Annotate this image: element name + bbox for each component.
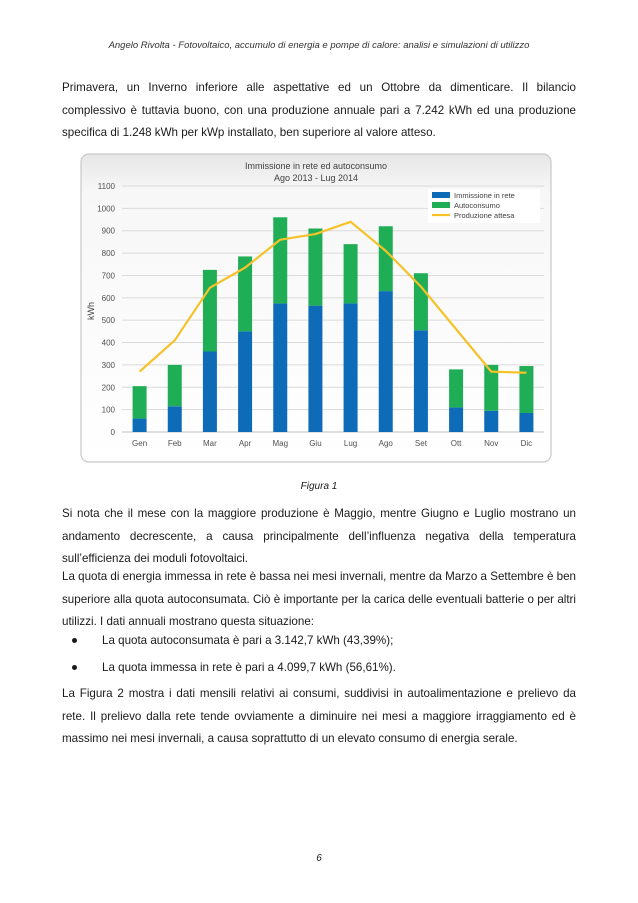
y-tick-label: 200: [101, 383, 115, 393]
y-axis-label: kWh: [86, 302, 96, 320]
bar-autoconsumo-mag: [273, 217, 287, 303]
legend-swatch: [432, 202, 450, 208]
chart-title: Immissione in rete ed autoconsumo: [244, 161, 388, 171]
x-tick-label: Mar: [203, 439, 217, 448]
bar-immissione-giu: [308, 306, 322, 432]
y-tick-label: 500: [101, 316, 115, 326]
figure-1-chart: [80, 153, 552, 463]
x-tick-label: Lug: [343, 439, 358, 448]
y-tick-label: 700: [101, 271, 115, 281]
bar-autoconsumo-ott: [449, 369, 463, 407]
bar-immissione-mag: [273, 303, 287, 432]
bullet-icon: [72, 638, 77, 643]
paragraph-may: Si nota che il mese con la maggiore produzione è Maggio, mentre Giugno e Luglio mostrano un andamento decrescente, a causa principalmente dell’influenza negativa della temperatura sull’efficienza dei moduli fotovoltaici.: [62, 507, 576, 565]
x-tick-label: Apr: [238, 439, 252, 448]
x-tick-label: Ago: [378, 439, 393, 448]
y-tick-label: 1100: [97, 182, 115, 191]
bar-immissione-lug: [344, 303, 358, 432]
y-tick-label: 0: [110, 428, 115, 437]
figure-caption: Figura 1: [300, 481, 338, 492]
annual-data-list: [62, 631, 576, 685]
bar-autoconsumo-ago: [379, 226, 393, 291]
x-tick-label: Giu: [309, 439, 322, 448]
x-tick-label: Dic: [520, 439, 533, 448]
y-tick-label: 900: [101, 226, 115, 236]
bar-immissione-set: [414, 330, 428, 432]
bar-autoconsumo-mar: [203, 270, 217, 352]
bar-immissione-apr: [238, 331, 252, 432]
y-tick-label: 1000: [97, 204, 115, 214]
legend-label: Autoconsumo: [454, 201, 500, 210]
x-tick-label: Gen: [132, 439, 148, 448]
x-tick-label: Feb: [167, 439, 182, 448]
paragraph-grid-share: La quota di energia immessa in rete è bassa nei mesi invernali, mentre da Marzo a Settembre è ben superiore alla quota autoconsumata. Ciò è importante per la carica delle eventuali batterie o per altri utilizzi. I dati annuali mostrano questa situazione:: [62, 570, 576, 628]
bar-immissione-ott: [449, 407, 463, 432]
page-number: 6: [316, 853, 322, 864]
paragraph-figure-2: La Figura 2 mostra i dati mensili relativi ai consumi, suddivisi in autoalimentazione e prelievo da rete. Il prelievo dalla rete tende ovviamente a diminuire nei mesi a maggiore irraggiamento ed è massimo nei mesi invernali, a causa soprattutto di un elevato consumo di energia serale.: [62, 687, 576, 745]
y-tick-label: 600: [101, 293, 115, 303]
bullet-text-immissione: La quota immessa in rete è pari a 4.099,7 kWh (56,61%).: [102, 661, 396, 674]
bullet-icon: [72, 665, 77, 670]
y-tick-label: 100: [101, 405, 115, 415]
running-header: Angelo Rivolta - Fotovoltaico, accumulo di energia e pompe di calore: analisi e simulazioni di utilizzo: [108, 40, 530, 51]
list-item: [62, 631, 576, 658]
bar-immissione-dic: [519, 413, 533, 432]
legend-label: Produzione attesa: [454, 211, 515, 220]
bar-autoconsumo-giu: [308, 228, 322, 305]
paragraph-intro: Primavera, un Inverno inferiore alle aspettative ed un Ottobre da dimenticare. Il bilancio complessivo è tuttavia buono, con una produzione annuale pari a 7.242 kWh ed una produzione specifica di 1.248 kWh per kWp installato, ben superiore al valore atteso.: [62, 81, 576, 139]
x-tick-label: Ott: [450, 439, 462, 448]
bar-immissione-gen: [133, 419, 147, 432]
y-tick-label: 400: [101, 338, 115, 348]
legend: [428, 189, 540, 223]
bullet-text-autoconsumo: La quota autoconsumata è pari a 3.142,7 kWh (43,39%);: [102, 634, 394, 647]
bar-immissione-feb: [168, 406, 182, 432]
legend-swatch: [432, 192, 450, 198]
y-tick-label: 300: [101, 360, 115, 370]
y-tick-label: 800: [101, 249, 115, 259]
bar-autoconsumo-gen: [133, 386, 147, 418]
chart-subtitle: Ago 2013 - Lug 2014: [273, 173, 359, 183]
bar-autoconsumo-feb: [168, 365, 182, 406]
bar-immissione-ago: [379, 291, 393, 432]
x-tick-label: Nov: [484, 439, 499, 448]
x-tick-label: Mag: [272, 439, 289, 448]
bar-autoconsumo-lug: [344, 244, 358, 303]
legend-label: Immissione in rete: [454, 191, 515, 200]
x-tick-label: Set: [414, 439, 427, 448]
chart-svg: [80, 153, 552, 463]
bar-immissione-nov: [484, 411, 498, 432]
bar-immissione-mar: [203, 351, 217, 432]
list-item: [62, 658, 576, 685]
